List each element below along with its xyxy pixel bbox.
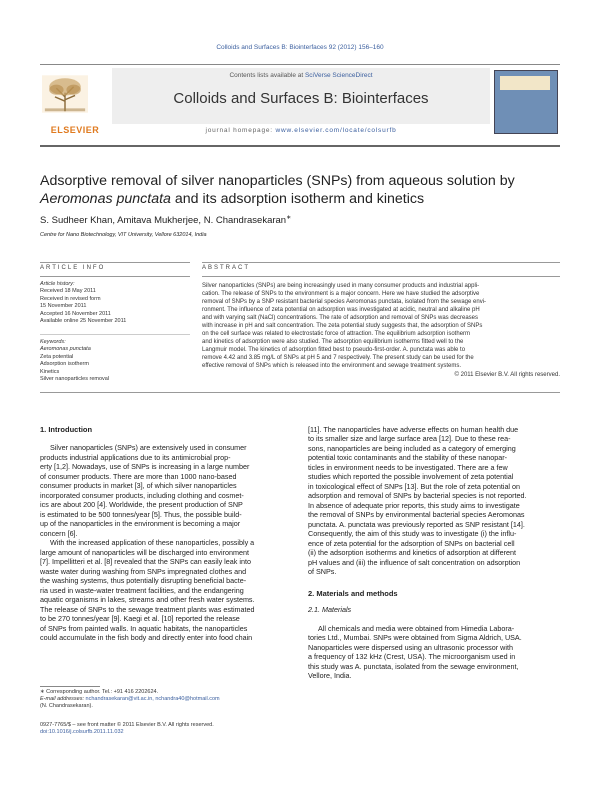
intro-line: is estimated to be 500 tonnes/year [5]. Thus, the possible build- <box>40 509 242 519</box>
intro-line: Silver nanoparticles (SNPs) are extensively used in consumer <box>50 443 247 453</box>
intro-line: incorporated consumer products, including clothing and cosmet- <box>40 490 244 500</box>
intro-line: products industrial applications due to its antimicrobial prop- <box>40 452 231 462</box>
journal-title: Colloids and Surfaces B: Biointerfaces <box>173 90 429 107</box>
title-line-1: Adsorptive removal of silver nanoparticles (SNPs) from aqueous solution by <box>40 173 515 189</box>
keyword-item: Adsorption isotherm <box>40 361 89 368</box>
intro-line: ics are about 200 [4]. Worldwide, the present production of SNP <box>40 500 243 510</box>
article-info-rule-2 <box>40 276 190 277</box>
intro-line: ria used in waste-water treatment facilities, and the endangering <box>40 585 244 595</box>
intro-line: to its smaller size and large surface area [12]. Due to these rea- <box>308 434 511 444</box>
intro-line: [7]. Impellitteri et al. [8] revealed that the SNPs can easily leak into <box>40 557 251 567</box>
keyword-item: Silver nanoparticles removal <box>40 376 110 383</box>
keyword-item: Kinetics <box>40 368 60 375</box>
article-info-label: ARTICLE INFO <box>40 265 106 271</box>
corresponding-author-mark[interactable]: ∗ <box>286 215 292 221</box>
intro-heading: 1. Introduction <box>40 425 93 434</box>
intro-line: erty [1,2]. Nowadays, use of SNPs is increasing in a large number <box>40 462 250 472</box>
elsevier-logo <box>42 70 108 132</box>
intro-line: pH values and (iii) the influence of salt concentration on adsorption <box>308 557 521 567</box>
intro-line: the washing systems, thus potentially disrupting beneficial bacte- <box>40 576 247 586</box>
keywords-label: Keywords: <box>40 339 66 345</box>
methods-heading: 2. Materials and methods <box>308 588 398 598</box>
abstract-line: with increase in pH and salt concentration. The zeta potential study suggests that, the adsorption of SNPs <box>202 323 483 330</box>
affiliation: Centre for Nano Biotechnology, VIT University, Vellore 632014, India <box>40 232 207 238</box>
homepage-link[interactable]: www.elsevier.com/locate/colsurfb <box>275 127 397 134</box>
materials-line: a frequency of 132 kHz (Crest, USA). The microorganism used in <box>308 652 516 662</box>
intro-line: The release of SNPs to the sewage treatment plants was estimated <box>40 604 255 614</box>
abstract-line: remove 4.42 and 3.85 mg/L of SNPs at pH 5 and 7 respectively. The present study can be used for the <box>202 355 474 362</box>
email-label: E-mail addresses: <box>40 696 86 703</box>
history-item: Available online 25 November 2011 <box>40 318 127 325</box>
materials-line: this study was A. punctata, isolated from the sewage environment, <box>308 661 519 671</box>
history-item: Accepted 16 November 2011 <box>40 310 111 317</box>
publisher-name: ELSEVIER <box>50 125 100 135</box>
abstract-line: and kinetics of adsorption were also studied. The adsorption equilibrium isotherms fitted well to the <box>202 339 464 346</box>
intro-line: sons, nanoparticles are being included as a category of emerging <box>308 443 516 453</box>
front-matter <box>40 722 340 736</box>
keywords <box>40 339 190 383</box>
intro-line: consumer products in market [3], of which silver nanoparticles <box>40 481 237 491</box>
email-name: (N. Chandrasekaran). <box>40 703 93 710</box>
authors <box>40 214 291 226</box>
materials-line: All chemicals and media were obtained from Himedia Labora- <box>318 623 515 633</box>
intro-line: adsorption and removal of SNPs by bacterial species is not reported. <box>308 491 527 501</box>
intro-line: ticles in environment needs to be investigated. There are a few <box>308 462 508 472</box>
history-item: Received 18 May 2011 <box>40 288 96 295</box>
materials-line: Nanoparticles were dispersed using an ultrasonic processor with <box>308 642 513 652</box>
intro-line: to be 270 tonnes/year [9]. Kaegi et al. [10] reported the release <box>40 614 240 624</box>
materials-line: tories Ltd., Mumbai. SNPs were obtained from Sigma Aldrich, USA. <box>308 633 522 643</box>
intro-line: [11]. The nanoparticles have adverse effects on human health due <box>308 425 519 434</box>
abstract-line: cation. The release of SNPs to the environment is a major concern. Here we have studied the adsorptive <box>202 291 480 298</box>
intro-line: of SNPs from painted walls. In aquatic habitats, the nanoparticles <box>40 623 248 633</box>
intro-line: punctata. A. punctata was previously reported as SNP resistant [14]. <box>308 519 525 529</box>
article-info-rule <box>40 262 190 263</box>
abstract-bottom-rule <box>40 392 560 393</box>
intro-line: Consequently, the aim of this study was to investigate (i) the influ- <box>308 529 517 539</box>
keyword-item: Aeromonas punctata <box>40 346 91 353</box>
title-line-2: and its adsorption isotherm and kinetics <box>170 191 425 207</box>
abstract-line: Langmuir model. The kinetics of adsorption fitted best to pseudo-first-order. A. punctata was able to <box>202 347 466 354</box>
title-species: Aeromonas punctata <box>40 191 171 207</box>
abstract-line: and with varying salt (NaCl) concentrations. The rate of adsorption and removal of SNPs was decreases <box>202 315 479 322</box>
abstract-line: on the cell surface was related to electrostatic force of attraction. The equilibrium adsorption isotherm <box>202 331 471 338</box>
materials-heading: 2.1. Materials <box>308 605 352 615</box>
history-item: Received in revised form <box>40 295 101 302</box>
doi-link[interactable]: doi:10.1016/j.colsurfb.2011.11.032 <box>40 729 124 736</box>
journal-homepage <box>112 127 490 134</box>
article-title <box>40 172 560 208</box>
article-info-divider <box>40 334 190 335</box>
intro-line: concern [6]. <box>40 528 78 538</box>
sciencedirect-link[interactable]: SciVerse ScienceDirect <box>304 72 373 79</box>
journal-citation[interactable]: Colloids and Surfaces B: Biointerfaces 92 (2012) 156–160 <box>216 44 384 51</box>
abstract-label: ABSTRACT <box>202 265 251 271</box>
footnotes <box>40 689 292 711</box>
intro-line: could accumulate in the fish body and directly enter into food chain <box>40 633 253 643</box>
intro-line: With the increased application of these nanoparticles, possibly a <box>50 538 255 548</box>
abstract-rule-2 <box>202 276 560 277</box>
intro-line: ence of zeta potential for the adsorption of SNPs on bacterial cell <box>308 538 515 548</box>
intro-line: the removal of SNPs by environmental bacterial species Aeromonas <box>308 510 525 520</box>
contents-line <box>112 72 490 79</box>
abstract-rule <box>202 262 560 263</box>
abstract-line: ronment. The influence of zeta potential on adsorption was investigated at acidic, neutral and alkaline pH <box>202 307 480 314</box>
keyword-item: Zeta potential <box>40 353 74 360</box>
intro-line: waste water during washing from SNPs impregnated clothes and <box>40 566 247 576</box>
intro-line: large amount of nanoparticles will be discharged into environment <box>40 547 249 557</box>
history-item: 15 November 2011 <box>40 303 87 310</box>
materials-line: Vellore, India. <box>308 671 352 681</box>
intro-line: (ii) the adsorption isotherms and kinetics of adsorption at different <box>308 548 517 558</box>
footnote-rule <box>40 686 100 687</box>
intro-line: of consumer products. There are more than 1000 nano-based <box>40 471 237 481</box>
issn-line: 0927-7765/$ – see front matter © 2011 Elsevier B.V. All rights reserved. <box>40 722 214 728</box>
homepage-prefix: journal homepage: <box>205 127 276 134</box>
intro-line: up of the nanoparticles in the environment is becoming a major <box>40 519 241 529</box>
abstract-text <box>202 282 560 379</box>
intro-line: aquatic organisms in lakes, streams and other fresh water systems. <box>40 595 255 605</box>
left-column <box>40 425 292 643</box>
corresponding-author-note: ∗ Corresponding author. Tel.: +91 416 2202624. <box>40 689 159 695</box>
abstract-line: Silver nanoparticles (SNPs) are being increasingly used in many consumer products and industrial appli- <box>202 283 480 289</box>
email-links[interactable]: nchandrasekaran@vit.ac.in, nchandra40@hotmail.com <box>85 696 220 703</box>
intro-line: of SNPs. <box>308 567 337 577</box>
abstract-line: effective removal of SNPs which is released into the environment and sewage treatment systems. <box>202 363 462 370</box>
elsevier-tree-icon <box>42 70 88 118</box>
intro-line: in toxicological effect of SNPs [13]. But the role of zeta potential on <box>308 481 521 491</box>
copyright: © 2011 Elsevier B.V. All rights reserved. <box>454 371 560 378</box>
contents-prefix: Contents lists available at <box>229 72 305 79</box>
article-history <box>40 281 190 325</box>
journal-cover-stripe <box>500 76 550 90</box>
intro-line: potential toxic contaminants and the stability of these nanopar- <box>308 453 507 463</box>
author-list: S. Sudheer Khan, Amitava Mukherjee, N. Chandrasekaran <box>40 215 287 227</box>
intro-line: In absence of adequate prior reports, this study aims to investigate <box>308 500 520 510</box>
right-column <box>308 425 560 681</box>
abstract-line: removal of SNPs by a SNP resistant bacterial species Aeromonas punctata, isolated from the sewage envi- <box>202 299 487 306</box>
history-label: Article history: <box>40 281 75 287</box>
intro-line: studies which reported the possible involvement of zeta potential <box>308 472 514 482</box>
